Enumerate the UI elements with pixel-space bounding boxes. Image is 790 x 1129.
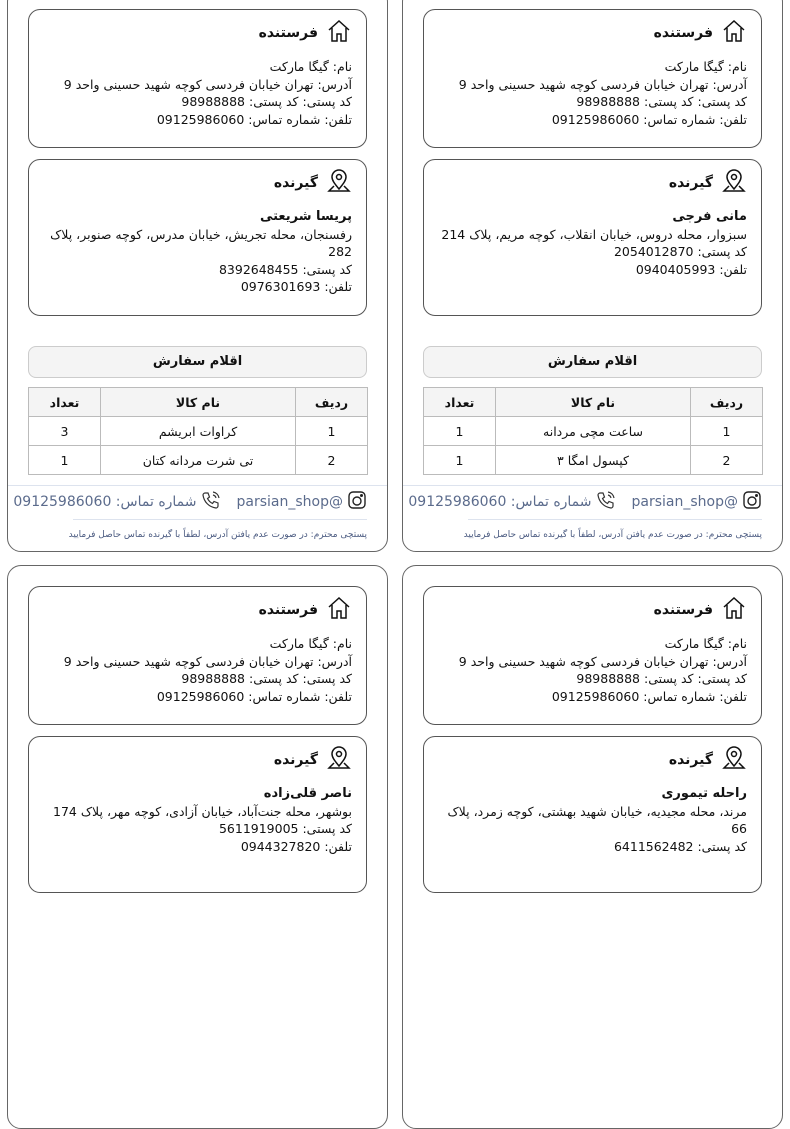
contact-phone: شماره تماس: 09125986060 (13, 494, 197, 510)
table-cell: 1 (691, 417, 763, 446)
divider (73, 519, 367, 520)
shipping-label (7, 565, 388, 1129)
sender-title: فرستنده (258, 25, 318, 42)
table-header (424, 388, 763, 417)
home-icon (721, 595, 747, 627)
table-cell: 2 (691, 446, 763, 475)
table-cell: 1 (296, 417, 368, 446)
location-pin-icon (326, 745, 352, 777)
courier-note: پستچی محترم: در صورت عدم یافتن آدرس، لطفاً با گیرنده تماس حاصل فرمایید (68, 530, 367, 540)
sender-phone: تلفن: شماره تماس: 09125986060 (551, 688, 747, 704)
sender-name: نام: گیگا مارکت (664, 59, 747, 74)
table-cell: تی شرت مردانه کتان (101, 446, 296, 475)
sender-postal: کد پستی: کد پستی: 98988888 (576, 94, 747, 109)
table-cell: 1 (424, 417, 496, 446)
receiver-box (423, 736, 762, 893)
sender-box (28, 586, 367, 725)
receiver-box (423, 159, 762, 316)
sender-address: آدرس: تهران خیابان فردسی کوچه شهید حسینی واحد 9 (63, 76, 352, 92)
col-row: ردیف (296, 388, 368, 417)
table-cell: کپسول امگا ۳ (496, 446, 691, 475)
receiver-address: سبزوار، محله دروس، خیابان انقلاب، کوچه مریم، پلاک 214 (441, 226, 747, 242)
table-cell: 3 (29, 417, 101, 446)
sender-postal: کد پستی: کد پستی: 98988888 (576, 671, 747, 686)
order-items-table (28, 387, 368, 475)
sender-title: فرستنده (258, 602, 318, 619)
receiver-postal: کد پستی: 2054012870 (613, 244, 747, 259)
table-row (424, 417, 763, 446)
order-items-title: اقلام سفارش (28, 346, 367, 378)
home-icon (721, 18, 747, 50)
sender-box (28, 9, 367, 148)
receiver-phone: تلفن: 0940405993 (635, 261, 747, 277)
receiver-address: مرند، محله مجیدیه، خیابان شهید بهشتی، کوچه زمرد، پلاک 66 (447, 803, 747, 836)
instagram-icon (742, 490, 762, 514)
sender-postal: کد پستی: کد پستی: 98988888 (181, 671, 352, 686)
order-items-table (423, 387, 763, 475)
sender-address: آدرس: تهران خیابان فردسی کوچه شهید حسینی واحد 9 (458, 653, 747, 669)
receiver-address: بوشهر، محله جنت‌آباد، خیابان آزادی، کوچه مهر، پلاک 174 (53, 803, 352, 819)
sender-title: فرستنده (653, 602, 713, 619)
sender-phone: تلفن: شماره تماس: 09125986060 (156, 111, 352, 127)
sender-name: نام: گیگا مارکت (269, 636, 352, 651)
table-header (29, 388, 368, 417)
location-pin-icon (326, 168, 352, 200)
location-pin-icon (721, 168, 747, 200)
sender-address: آدرس: تهران خیابان فردسی کوچه شهید حسینی واحد 9 (458, 76, 747, 92)
receiver-box (28, 736, 367, 893)
phone-icon (201, 490, 221, 514)
sender-postal: کد پستی: کد پستی: 98988888 (181, 94, 352, 109)
home-icon (326, 595, 352, 627)
shipping-label (402, 565, 783, 1129)
order-items-title: اقلام سفارش (423, 346, 762, 378)
col-qty: تعداد (29, 388, 101, 417)
sender-box (423, 9, 762, 148)
sender-phone: تلفن: شماره تماس: 09125986060 (551, 111, 747, 127)
receiver-title: گیرنده (273, 175, 318, 192)
table-row (29, 446, 368, 475)
receiver-address: رفسنجان، محله تجریش، خیابان مدرس، کوچه صنوبر، پلاک 282 (50, 226, 352, 259)
sender-address: آدرس: تهران خیابان فردسی کوچه شهید حسینی واحد 9 (63, 653, 352, 669)
divider (468, 519, 762, 520)
shipping-label (402, 0, 783, 552)
table-cell: کراوات ابریشم (101, 417, 296, 446)
receiver-box (28, 159, 367, 316)
sender-name: نام: گیگا مارکت (269, 59, 352, 74)
receiver-postal: کد پستی: 8392648455 (218, 261, 352, 277)
shop-contact (13, 490, 367, 514)
receiver-name: مانی فرجی (672, 209, 747, 224)
instagram-icon (347, 490, 367, 514)
shop-contact (408, 490, 762, 514)
receiver-postal: کد پستی: 5611919005 (218, 821, 352, 836)
receiver-name: ناصر قلی‌زاده (263, 786, 352, 801)
receiver-title: گیرنده (668, 175, 713, 192)
courier-note: پستچی محترم: در صورت عدم یافتن آدرس، لطفاً با گیرنده تماس حاصل فرمایید (463, 530, 762, 540)
instagram-handle: parsian_shop@ (236, 494, 343, 510)
receiver-name: پریسا شریعتی (259, 209, 352, 224)
shipping-label (7, 0, 388, 552)
table-row (424, 446, 763, 475)
receiver-title: گیرنده (668, 752, 713, 769)
sender-name: نام: گیگا مارکت (664, 636, 747, 651)
home-icon (326, 18, 352, 50)
receiver-name: راحله تیموری (661, 786, 747, 801)
col-product: نام کالا (101, 388, 296, 417)
table-cell: 1 (424, 446, 496, 475)
contact-phone: شماره تماس: 09125986060 (408, 494, 592, 510)
receiver-phone: تلفن: 0976301693 (240, 279, 352, 294)
table-row (29, 417, 368, 446)
table-cell: 2 (296, 446, 368, 475)
col-product: نام کالا (496, 388, 691, 417)
sender-phone: تلفن: شماره تماس: 09125986060 (156, 688, 352, 704)
receiver-postal: کد پستی: 6411562482 (613, 838, 747, 854)
col-qty: تعداد (424, 388, 496, 417)
table-cell: ساعت مچی مردانه (496, 417, 691, 446)
divider (8, 485, 387, 486)
location-pin-icon (721, 745, 747, 777)
col-row: ردیف (691, 388, 763, 417)
receiver-title: گیرنده (273, 752, 318, 769)
divider (403, 485, 782, 486)
receiver-phone: تلفن: 0944327820 (240, 838, 352, 854)
phone-icon (596, 490, 616, 514)
sender-title: فرستنده (653, 25, 713, 42)
instagram-handle: parsian_shop@ (631, 494, 738, 510)
table-cell: 1 (29, 446, 101, 475)
sender-box (423, 586, 762, 725)
